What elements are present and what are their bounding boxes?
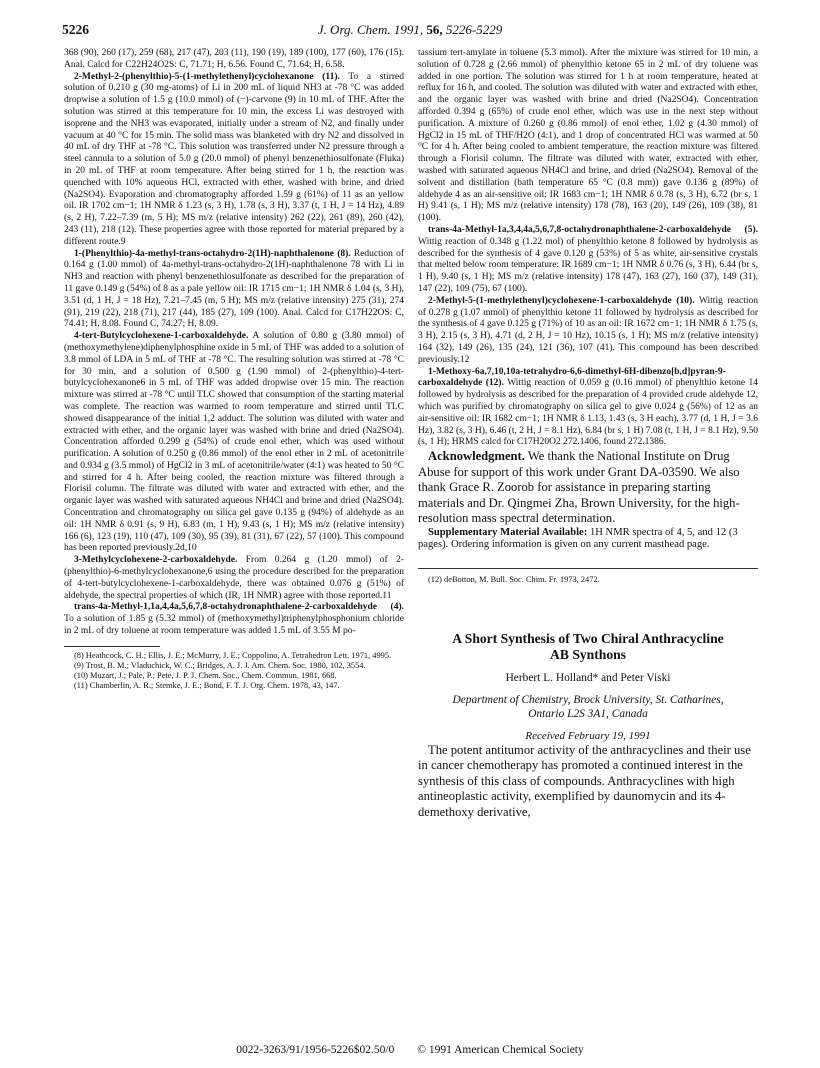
paragraph-body: Wittig reaction of 0.278 g (1.07 mmol) of phenylthio ketone 11 followed by hydrolysis as described for the synthesis of 4 gave 0.125 g (71%) of 10 as an oil: IR 1672 cm−1; 1H NMR δ 1.75 (s, 3 H), 2.15 (s, 3 H), 4.71 (d, 2 H, J = 10 Hz), 10.15 (s, 1 H); MS m/z (relative intensity) 164 (32), 149 (26), 135 (24), 121 (36), 107 (41). This compound has been described previously.12 <box>418 295 758 365</box>
paragraph <box>418 367 758 450</box>
affiliation-line: Ontario L2S 3A1, Canada <box>528 707 648 720</box>
copyright: © 1991 American Chemical Society <box>417 1044 584 1056</box>
article-title-line: AB Synthons <box>550 647 626 663</box>
paragraph-body: Wittig reaction of 0.348 g (1.22 mol) of phenylthio ketone 8 followed by hydrolysis as described for the synthesis of 4 gave 0.120 g (53%) of 5 as white, air-sensitive crystals that melted below room temperature: IR 1689 cm−1; 1H NMR δ 0.76 (s, 3 H), 6.44 (br s, 1 H), 9.40 (s, 1 H); MS m/z (relative intensity) 178 (47), 163 (27), 160 (37), 149 (31), 147 (22), 109 (75), 67 (100). <box>418 236 758 294</box>
footnote-divider <box>64 646 160 647</box>
page-footer <box>0 1044 820 1056</box>
journal-citation <box>62 22 758 38</box>
compound-heading: 2-Methyl-2-(phenylthio)-5-(1-methylethenyl)cyclohexanone (11). <box>74 71 340 82</box>
article-title-line: A Short Synthesis of Two Chiral Anthracycline <box>452 631 724 647</box>
received-date: Received February 19, 1991 <box>525 729 651 742</box>
paragraph <box>64 602 404 637</box>
paragraph <box>418 225 758 296</box>
compound-heading: 4-tert-Butylcyclohexene-1-carboxaldehyde. <box>74 331 249 342</box>
supplementary-material <box>418 527 758 553</box>
acknowledgment-heading: Acknowledgment. <box>428 449 525 464</box>
affiliation-line: Department of Chemistry, Brock University, St. Catharines, <box>452 693 724 706</box>
page-number: 5226 <box>62 22 89 37</box>
reference: (12) deBotton, M. Bull. Soc. Chim. Fr. 1973, 2472. <box>428 575 600 585</box>
running-head <box>62 22 758 42</box>
paragraph <box>64 555 404 602</box>
article-code: 0022-3263/91/1956-5226$02.50/0 <box>236 1044 395 1056</box>
compound-heading: 3-Methylcyclohexene-2-carboxaldehyde. <box>74 555 238 566</box>
footnote: (8) Heathcock, C. H.; Ellis, J. E.; McMurry, J. E.; Coppolino, A. Tetrahedron Lett. 1971, 4995. <box>74 650 392 660</box>
journal-volume: 56, <box>426 22 443 37</box>
paragraph-body: From 0.264 g (1.20 mmol) of 2-(phenylthio)-6-methylcyclohexanone,6 using the procedure described for the preparation of 4-tert-butylcyclohexene-1-carboxaldehyde, there was obtained 0.076 g (51%) of aldehyde, the spectral properties of which (IR, 1H NMR) agree with those reported.11 <box>64 555 404 601</box>
left-column <box>64 48 404 691</box>
footnote: (9) Trost, B. M.; Vladuchick, W. C.; Bridges, A. J. J. Am. Chem. Soc. 1980, 102, 3554. <box>74 660 366 670</box>
footnote: (10) Muzart, J.; Pale, P.; Pete, J. P. J. Chem. Soc., Chem. Commun. 1981, 668. <box>74 670 337 680</box>
paragraph-body: A solution of 0.80 g (3.80 mmol) of (methoxymethylene)diphenylphosphine oxide in 5 mL of THF was added to a solution of 3.8 mmol of LDA in 5 mL of THF at -78 °C. The resulting solution was stirred at -78 °C for 30 min, and a solution of 0.500 g (1.90 mmol) of 2-(phenylthio)-4-tert-butylcyclohexanone6 in 5 mL of THF was added dropwise over 15 min. The reaction mixture was stirred at -78 °C until TLC showed that consumption of the starting material was complete. The reaction was warmed to room temperature and stirred until TLC showed disappearance of the initial 1,2 adduct. The solution was diluted with water and extracted with ether, and the organic layer was washed with brine and dried (Na2SO4). Concentration afforded 0.299 g (54%) of crude enol ether, which was used without purification. A solution of 0.250 g (0.86 mmol) of the enol ether in 2 mL of acetonitrile and 0.934 g (3.5 mmol) of HgCl2 in 3 mL of acetonitrile/water (4:1) was heated to 50 °C and stirred for 4 h. After being cooled, the reaction mixture was filtered through a Florisil column. The filtrate was diluted with water and extracted with ether, and the organic layer was washed with saturated aqueous NH4Cl and brine and dried (Na2SO4). Concentration and chromatography on silica gel gave 0.135 g (94%) of aldehyde as an oil: 1H NMR δ 0.91 (s, 9 H), 6.83 (m, 1 H), 9.43 (s, 1 H); MS m/z (relative intensity) 166 (6), 123 (19), 110 (47), 109 (30), 95 (39), 81 (31), 67 (22), 57 (100). This compound has been reported previously.2d,10 <box>64 331 404 554</box>
supplementary-body: 1H NMR spectra of 4, 5, and 12 (3 pages). Ordering information is given on any current masthead page. <box>418 526 738 551</box>
paragraph: 368 (90), 260 (17), 259 (68), 217 (47), 203 (11), 190 (19), 189 (100), 177 (60), 176 (15). Anal. Calcd for C22H24O2S: C, 71.71; H, 6.56. Found C, 71.64; H, 6.58. <box>64 48 404 70</box>
journal-name: J. Org. Chem. <box>317 22 391 37</box>
journal-pages: 5226-5229 <box>445 22 503 37</box>
supplementary-heading: Supplementary Material Available: <box>428 526 588 538</box>
paragraph <box>64 249 404 332</box>
paragraph-body: To a solution of 1.85 g (5.32 mmol) of (methoxymethyl)triphenylphosphonium chloride in 2 mL of dry toluene at room temperature was added 1.5 mL of 3.55 M po- <box>64 614 404 637</box>
paragraph: tassium tert-amylate in toluene (5.3 mmol). After the mixture was stirred for 10 min, a solution of 0.728 g (2.66 mmol) of phenylthio ketone 65 in 2 mL of dry toluene was added in one portion. The solution was stirred for 1 h at room temperature, heated at reflux for 16 h, and cooled. The solution was diluted with water and extracted with ether, and the organic layer was washed with brine and dried (Na2SO4). Concentration afforded 0.394 g (65%) of crude enol ether, which was use in the next step without purification. A mixture of 0.260 g (0.86 mmol) of enol ether, 1.02 g (4.30 mmol) of HgCl2 in 15 mL of THF/H2O (4:1), and 1 drop of concentrated HCl was warmed at 50 °C for 4 h. After being cooled to ambient temperature, the reaction mixture was filtered through a Florisil column. The filtrate was diluted with water, extracted with ether, washed with saturated aqueous NH4Cl and brine, and dried (Na2SO4). Removal of the solvent and distillation (bath temperature 65 °C (0.8 mm)) gave 0.136 g (89%) of aldehyde 4 as an air-sensitive oil: IR 1683 cm−1; 1H NMR δ 0.78 (s, 3 H), 6.72 (br s, 1 H) 9.41 (s, 1 H); MS m/z (relative intensity) 178 (78), 163 (20), 149 (26), 109 (38), 81 (100). <box>418 48 758 224</box>
affiliation <box>418 693 758 721</box>
footnote: (11) Chamberlin, A. R.; Stemke, J. E.; Bond, F. T. J. Org. Chem. 1978, 43, 147. <box>74 680 340 690</box>
paragraph <box>418 296 758 367</box>
paragraph-body: Wittig reaction of 0.059 g (0.16 mmol) of phenylthio ketone 14 followed by hydrolysis as described for the preparation of 4 provided crude aldehyde 12, which was purified by chromatography on silica gel to give 0.024 g (56%) of 12 as an air-sensitive oil: IR 1682 cm−1; 1H NMR δ 1.13, 1.43 (s, 3 H each), 3.77 (d, 1 H, J = 3.6 Hz), 3.82 (s, 3 H), 6.46 (t, 2 H, J = 8.1 Hz), 6.84 (br s, 1 H) 7.08 (t, 1 H, J = 8.1 Hz), 9.50 (s, 1 H); HRMS calcd for C17H20O2 272.1406, found 272.1386. <box>418 378 759 448</box>
compound-heading: trans-4a-Methyl-1,1a,4,4a,5,6,7,8-octahydronaphthalene-2-carboxaldehyde (4). <box>74 602 404 613</box>
paragraph <box>64 72 404 249</box>
article-title <box>418 631 758 663</box>
authors: Herbert L. Holland* and Peter Viski <box>505 672 671 685</box>
right-column <box>418 48 758 820</box>
reference-divider <box>418 568 758 569</box>
journal-year: 1991, <box>393 22 424 37</box>
paragraph <box>64 331 404 555</box>
compound-heading: 1-(Phenylthio)-4a-methyl-trans-octahydro-2(1H)-naphthalenone (8). <box>74 248 351 259</box>
paragraph-body: Reduction of 0.164 g (1.00 mmol) of 4a-methyl-trans-octahydro-2(1H)-naphthalenone 78 with Li in NH3 and reaction with phenyl benzenethiosulfonate as described for the preparation of 11 gave 0.149 g (54%) of 8 as a pale yellow oil: IR 1715 cm−1; 1H NMR δ 1.04 (s, 3 H), 3.51 (d, 1 H, J = 18 Hz), 7.21–7.45 (m, 5 H); MS m/z (relative intensity) 275 (31), 274 (91), 219 (22), 218 (71), 217 (44), 185 (27), 109 (100). Anal. Calcd for C17H22OS: C, 74.41; H, 8.08. Found C, 74.27; H, 8.09. <box>64 248 404 330</box>
article-intro-paragraph: The potent antitumor activity of the anthracyclines and their use in cancer chemotherapy has promoted a continued interest in the synthesis of this class of compounds. Anthracyclines with high antineoplastic activity, exemplified by daunomycin and its 4-demethoxy derivative, <box>418 742 751 819</box>
compound-heading: 2-Methyl-5-(1-methylethenyl)cyclohexene-1-carboxaldehyde (10). <box>428 295 695 306</box>
compound-heading: trans-4a-Methyl-1a,3,4,4a,5,6,7,8-octahydronaphthalene-2-carboxaldehyde (5). <box>428 224 758 235</box>
acknowledgment <box>418 449 758 527</box>
paragraph-body: To a stirred solution of 0.210 g (30 mg-atoms) of Li in 200 mL of liquid NH3 at -78 °C was added dropwise a solution of 1.5 g (10.0 mmol) of (−)-carvone (9) in 10 mL of THF. After the solution was stirred at this temperature for 10 min, the excess Li was destroyed with isoprene and the NH3 was evaporated, initially under a stream of N2, and finally under vacuum at 40 °C for 15 min. The solid mass was blanketed with dry N2 and dissolved in 40 mL of dry THF at -78 °C. This solution was transferred under N2 pressure through a steel cannula to a solution of 5.0 g (20.0 mmol) of phenyl benzenethiosulfonate (Fluka) in 20 mL of THF at room temperature. After being stirred for 1 h, the reaction was quenched with 10% aqueous HCl, extracted with ether, washed with brine, and dried (Na2SO4). Evaporation and chromatography afforded 1.59 g (61%) of 11 as an yellow oil. IR 1702 cm−1; 1H NMR δ 1.23 (s, 3 H), 1.78 (s, 3 H), 3.37 (t, 1 H, J = 14 Hz), 4.89 (s, 2 H), 7.22–7.39 (m, 5 H); MS m/z (relative intensity) 262 (22), 261 (89), 260 (42), 243 (11), 218 (12). These properties agree with those reported for material prepared by a different route.9 <box>64 71 404 247</box>
compound-heading: 1-Methoxy-6a,7,10,10a-tetrahydro-6,6-dimethyl-6H-dibenzo[b,d]pyran-9-carboxaldehyde (12). <box>418 366 726 389</box>
acknowledgment-body: We thank the National Institute on Drug Abuse for support of this work under Grant DA-03590. We also thank Grace R. Zoorob for assistance in preparing starting materials and Dr. Qingmei Zha, Brown University, for the high-resolution mass spectral determination. <box>418 449 740 526</box>
